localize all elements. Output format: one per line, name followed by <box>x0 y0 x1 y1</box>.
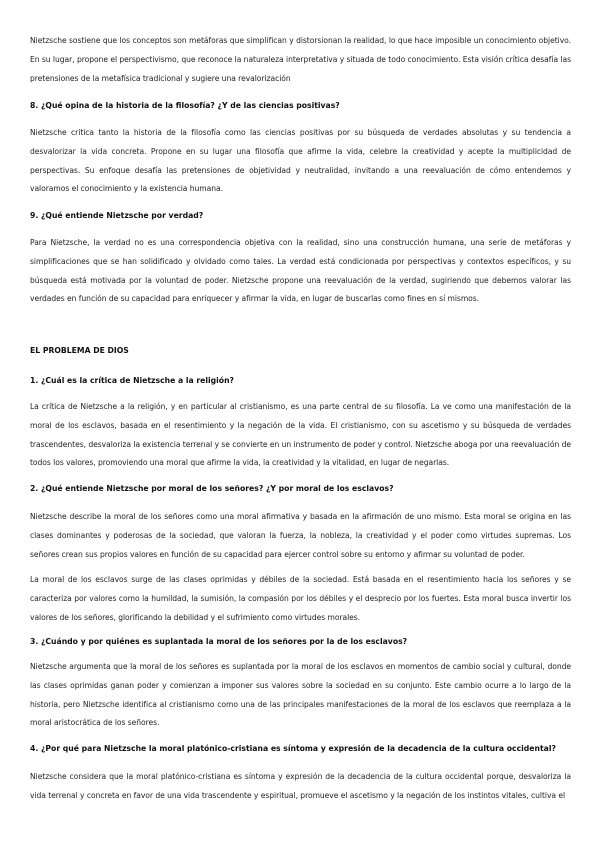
question-9-heading: 9. ¿Qué entiende Nietzsche por verdad? <box>30 211 204 220</box>
question-8-answer: Nietzsche critica tanto la historia de la filosofía como las ciencias positivas por su búsqueda de verdades absolutas y su tendencia a desvalorizar la vida concreta. Propone en su lugar una filosofía que afirme la vida, celebre la creatividad y acepte la multiplicidad de perspectivas. Su enfoque desafía las pretensiones de objetividad y neutralidad, invitando a una reevaluación de cómo entendemos y valoramos el conocimiento y la existencia humana. <box>30 128 571 194</box>
section-question-3-answer: Nietzsche argumenta que la moral de los señores es suplantada por la moral de los esclavos en momentos de cambio social y cultural, donde las clases oprimidas ganan poder y comienzan a imponer sus valores sobre la sociedad en su conjunto. Este cambio ocurre a lo largo de la historia, pero Nietzsche identifica al cristianismo como una de las principales manifestaciones de la moral de los esclavos que reemplaza a la moral aristocrática de los señores. <box>30 662 571 728</box>
section-question-4-heading: 4. ¿Por qué para Nietzsche la moral platónico-cristiana es síntoma y expresión de la decadencia de la cultura occidental? <box>30 744 556 753</box>
intro-paragraph: Nietzsche sostiene que los conceptos son metáforas que simplifican y distorsionan la realidad, lo que hace imposible un conocimiento objetivo. En su lugar, propone el perspectivismo, que reconoce la naturaleza interpretativa y situada de todo conocimiento. Esta visión crítica desafía las pretensiones de la metafísica tradicional y sugiere una revalorización <box>30 36 571 83</box>
section-question-1-answer: La crítica de Nietzsche a la religión, y en particular al cristianismo, es una parte central de su filosofía. La ve como una manifestación de la moral de los esclavos, basada en el resentimiento y la negación de la vida. El cristianismo, con su ascetismo y su búsqueda de verdades trascendentes, desvaloriza la existencia terrenal y se convierte en un instrumento de poder y control. Nietzsche aboga por una reevaluación de todos los valores, promoviendo una moral que afirme la vida, la creatividad y la vitalidad, en lugar de negarlas. <box>30 402 571 468</box>
section-question-1-heading: 1. ¿Cuál es la crítica de Nietzsche a la religión? <box>30 376 235 385</box>
section-title: EL PROBLEMA DE DIOS <box>30 346 129 355</box>
section-question-2-answer-p1: Nietzsche describe la moral de los señores como una moral afirmativa y basada en la afirmación de uno mismo. Esta moral se origina en las clases dominantes y poderosas de la sociedad, que valoran la fuerza, la nobleza, la creatividad y el poder como virtudes supremas. Los señores crean sus propios valores en función de su capacidad para ejercer control sobre su entorno y afirmar su voluntad de poder. <box>30 512 571 559</box>
section-question-2-heading: 2. ¿Qué entiende Nietzsche por moral de los señores? ¿Y por moral de los esclavos? <box>30 484 394 493</box>
section-question-2-answer-p2: La moral de los esclavos surge de las clases oprimidas y débiles de la sociedad. Está basada en el resentimiento hacia los señores y se caracteriza por valores como la humildad, la sumisión, la compasión por los débiles y el desprecio por los fuertes. Esta moral busca invertir los valores de los señores, glorificando la debilidad y el sufrimiento como virtudes morales. <box>30 575 571 622</box>
section-question-4-answer: Nietzsche considera que la moral platónico-cristiana es síntoma y expresión de la decadencia de la cultura occidental porque, desvaloriza la vida terrenal y concreta en favor de una vida trascendente y espiritual, promueve el ascetismo y la negación de los instintos vitales, cultiva el <box>30 772 571 800</box>
question-8-heading: 8. ¿Qué opina de la historia de la filosofía? ¿Y de las ciencias positivas? <box>30 101 340 110</box>
section-question-3-heading: 3. ¿Cuándo y por quiénes es suplantada la moral de los señores por la de los esclavos? <box>30 637 408 646</box>
question-9-answer: Para Nietzsche, la verdad no es una correspondencia objetiva con la realidad, sino una construcción humana, una serie de metáforas y simplificaciones que se han solidificado y olvidado como tales. La verdad está condicionada por perspectivas y contextos específicos, y su búsqueda está motivada por la voluntad de poder. Nietzsche propone una reevaluación de la verdad, sugiriendo que debemos valorar las verdades en función de su capacidad para enriquecer y afirmar la vida, en lugar de buscarlas como fines en sí mismos. <box>30 238 571 304</box>
